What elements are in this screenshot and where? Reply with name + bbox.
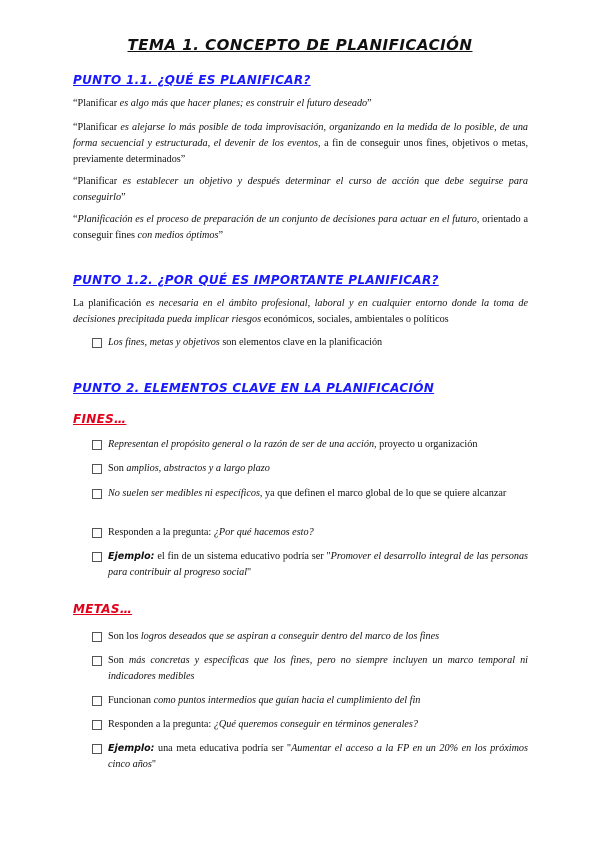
checkbox-icon [92,464,102,474]
text-segment: Funcionan [108,695,154,706]
text-segment: Responden a la pregunta: [108,719,214,730]
italic-text: ¿Qué queremos conseguir en términos generales? [213,719,418,730]
text-segment: son elementos clave en la planificación [219,337,383,348]
italic-text: es necesaria en el ámbito profesional, laboral y en cualquier entorno donde la toma de decisiones precipitada pueda implicar riesgos [73,298,529,325]
text-segment: La planificación [73,298,146,309]
text-segment: ” [367,98,372,109]
checkbox-item [92,486,528,502]
text-segment: “Planificar [73,122,121,133]
text-segment: Responden a la pregunta: [108,527,214,538]
checkbox-item [92,717,528,733]
checkbox-icon [92,440,102,450]
italic-text: es alejarse lo más posible de toda improvisación, organizando en la medida de lo posible, de una forma secuencial y estructurada, el devenir de los eventos, [73,122,529,149]
text-segment: ” [218,230,223,241]
text-segment: “ [73,214,78,225]
checkbox-item [92,461,528,477]
checkbox-icon [92,720,102,730]
checkbox-icon [92,632,102,642]
text-segment: económicos, sociales, ambientales o políticos [261,314,449,325]
heading-fines: FINES… [73,412,127,426]
bold-label: Ejemplo: [108,551,155,562]
italic-text: logros deseados que se aspiran a conseguir dentro del marco de los fines [140,631,440,642]
text-segment: Son los [108,631,141,642]
text-segment: " [247,567,252,578]
text-segment: el fin de un sistema educativo podría ser " [154,551,331,562]
checkbox-item [92,741,528,773]
italic-text: más concretas y específicas que los fines, pero no siempre incluyen un marco temporal ni indicadores medibles [108,655,528,682]
heading-punto-1-2: PUNTO 1.2. ¿POR QUÉ ES IMPORTANTE PLANIFICAR? [73,273,439,287]
italic-text: Aumentar el acceso a la FP en un 20% en los próximos cinco años [108,743,528,770]
italic-text: es establecer un objetivo y después determinar el curso de acción que debe seguirse para conseguirlo [73,176,528,203]
definition-paragraph [73,96,528,112]
definition-paragraph [73,120,528,168]
document-title: TEMA 1. CONCEPTO DE PLANIFICACIÓN [127,36,473,54]
text-segment: “Planificar [73,176,123,187]
checkbox-item [92,525,528,541]
checkbox-item [92,437,528,453]
checkbox-item [92,549,528,581]
checkbox-item [92,693,528,709]
checkbox-item [92,629,528,645]
text-segment: proyecto u organización [376,439,478,450]
italic-text: Representan el propósito general o la razón de ser de una acción, [108,439,377,450]
definition-paragraph [73,174,528,206]
checkbox-icon [92,528,102,538]
checkbox-icon [92,338,102,348]
italic-text: como puntos intermedios que guían hacia el cumplimiento del fin [153,695,421,706]
text-segment: ya que definen el marco global de lo que se quiere alcanzar [262,488,507,499]
italic-text: Los fines, metas y objetivos [108,337,220,348]
importance-paragraph [73,296,528,328]
italic-text: es algo más que hacer planes; es construir el futuro deseado [119,98,368,109]
checkbox-item [92,335,528,351]
text-segment: Son [108,655,129,666]
checkbox-item [92,653,528,685]
heading-metas: METAS… [73,602,133,616]
italic-text: amplios, abstractos y a largo plazo [126,463,270,474]
checkbox-icon [92,656,102,666]
italic-text: Planificación es el proceso de preparación de un conjunto de decisiones para actuar en el futuro, [77,214,480,225]
text-segment: " [151,759,157,770]
definition-paragraph [73,212,528,244]
italic-text: ¿Por qué hacemos esto? [213,527,314,538]
italic-text: con medios óptimos [137,230,219,241]
checkbox-icon [92,696,102,706]
text-segment: ” [121,192,126,203]
italic-text: No suelen ser medibles ni específicos, [108,488,263,499]
text-segment: a fin de conseguir unos fines, objetivos o metas, previamente determinados” [73,138,528,165]
text-segment: una meta educativa podría ser " [154,743,292,754]
text-segment: Son [108,463,127,474]
text-segment: orientado a conseguir fines [73,214,528,241]
heading-punto-1-1: PUNTO 1.1. ¿QUÉ ES PLANIFICAR? [73,73,311,87]
bold-label: Ejemplo: [108,743,155,754]
checkbox-icon [92,489,102,499]
italic-text: Promover el desarrollo integral de las personas para contribuir al progreso social [108,551,528,578]
checkbox-icon [92,552,102,562]
heading-punto-2: PUNTO 2. ELEMENTOS CLAVE EN LA PLANIFICACIÓN [73,381,435,395]
checkbox-icon [92,744,102,754]
text-segment: “Planificar [73,98,120,109]
